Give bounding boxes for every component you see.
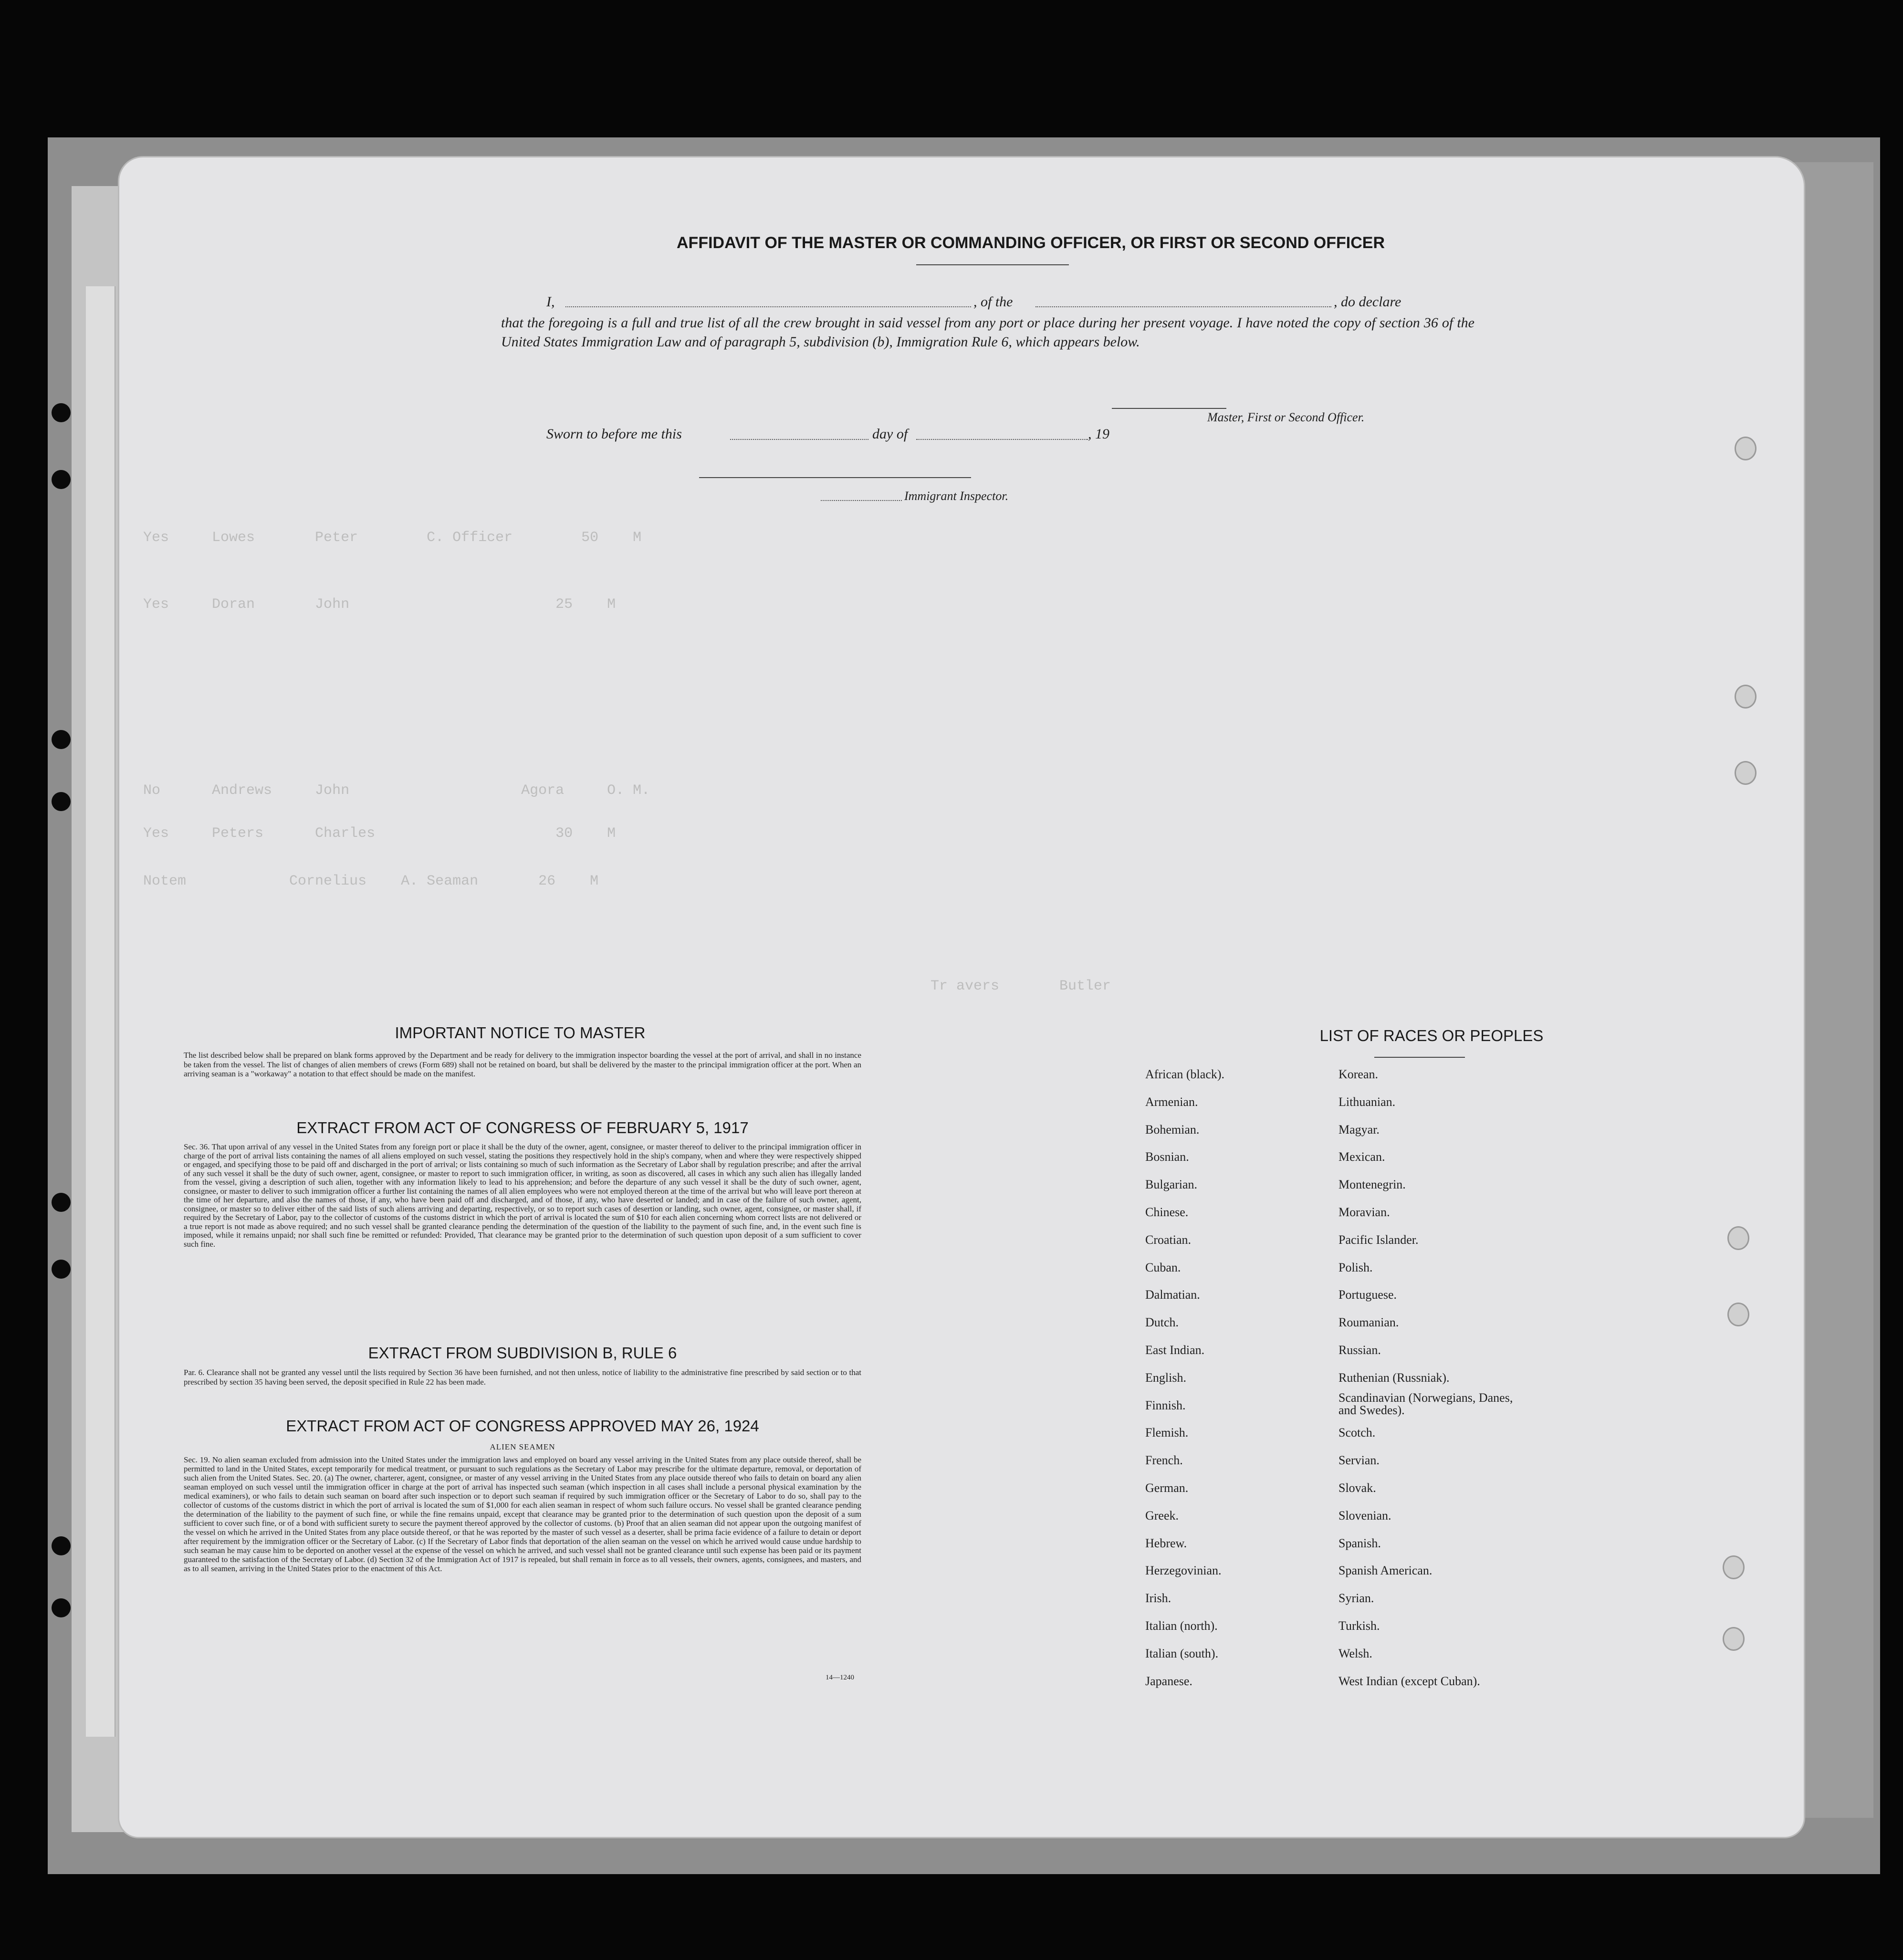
race-item: Korean. — [1338, 1067, 1379, 1081]
race-item: Italian (south). — [1145, 1646, 1219, 1660]
binder-hole — [52, 1193, 71, 1212]
race-item: Scotch. — [1338, 1426, 1376, 1440]
race-item: Spanish American. — [1338, 1564, 1432, 1578]
race-item: Spanish. — [1338, 1536, 1381, 1550]
race-item: Croatian. — [1145, 1232, 1192, 1247]
race-item: Mexican. — [1338, 1150, 1385, 1164]
day-of-label: day of — [872, 426, 908, 442]
bleed-through: Notem Cornelius A. Seaman 26 M — [143, 873, 599, 889]
binder-hole — [52, 1536, 71, 1555]
race-item: Russian. — [1338, 1343, 1381, 1357]
form-number: 14—1240 — [826, 1674, 854, 1681]
binder-hole — [52, 403, 71, 422]
race-item: Slovak. — [1338, 1481, 1376, 1495]
punch-ring — [1723, 1627, 1745, 1651]
do-declare-label: , do declare — [1334, 294, 1401, 310]
race-item: English. — [1145, 1370, 1186, 1385]
of-the-label: , of the — [973, 294, 1013, 310]
race-item: Portuguese. — [1338, 1288, 1397, 1302]
inspector-dots — [821, 500, 902, 501]
sworn-day-field[interactable] — [730, 439, 868, 440]
race-item: Bulgarian. — [1145, 1178, 1198, 1192]
notice-title: IMPORTANT NOTICE TO MASTER — [395, 1024, 646, 1042]
binding-strip — [86, 286, 115, 1737]
extract-1917-title: EXTRACT FROM ACT OF CONGRESS OF FEBRUARY 5, 1917 — [296, 1119, 749, 1136]
master-signature-line[interactable] — [1112, 408, 1226, 409]
race-item: West Indian (except Cuban). — [1338, 1674, 1480, 1688]
bleed-through: Yes Lowes Peter C. Officer 50 M — [143, 530, 642, 546]
form-sheet — [119, 157, 1804, 1837]
race-item: Italian (north). — [1145, 1619, 1218, 1633]
race-item: Welsh. — [1338, 1646, 1372, 1660]
race-item: African (black). — [1145, 1067, 1225, 1081]
race-item: Hebrew. — [1145, 1536, 1187, 1550]
notice-text: The list described below shall be prepared on blank forms approved by the Department and be ready for delivery to the immigration inspector boarding the vessel at the port of arrival, and shall in no instance be taken from the vessel. The list of changes of alien members of crews (Form 689) shall not be retained on board, but shall be delivered by the master to the principal immigration officer at the port. When an arriving seaman is a "workaway" a notation to that effect should be made on the manifest. — [184, 1051, 861, 1078]
race-item: Greek. — [1145, 1508, 1179, 1522]
rule6-title: EXTRACT FROM SUBDIVISION B, RULE 6 — [368, 1344, 677, 1362]
race-item: Irish. — [1145, 1591, 1171, 1606]
punch-ring — [1735, 437, 1757, 460]
races-title: LIST OF RACES OR PEOPLES — [1319, 1027, 1544, 1044]
race-item: Ruthenian (Russniak). — [1338, 1370, 1450, 1385]
year-label: , 19 — [1088, 426, 1109, 442]
sworn-month-field[interactable] — [916, 439, 1088, 440]
race-item: Chinese. — [1145, 1205, 1189, 1219]
punch-ring — [1735, 761, 1757, 785]
binder-hole — [52, 470, 71, 489]
extract-1924-text: Sec. 19. No alien seaman excluded from admission into the United States under the immigration laws and employed on board any vessel arriving in the United States from any place outside thereof, shall be permitted to land in the United States, except temporarily for medical treatment, or pursuant to such regulations as the Secretary of Labor may prescribe for the ultimate departure, removal, or deportation of such alien from the United States. Sec. 20. (a) The owner, charterer, agent, consignee, or master of any vessel arriving in the United States from any place outside thereof who fails to detain on board any alien seaman employed on such vessel until the immigration officer in charge at the port of arrival has inspected such seaman (which inspection in all cases shall include a personal physical examination by the medical examiners), or who fails to detain such seaman on board after such inspection or to deport such seaman if required by such immigration officer or the Secretary of Labor to do so, shall pay to the collector of customs of the customs district in which the port of arrival is located the sum of $1,000 for each alien seaman in respect of whom such failure occurs. No vessel shall be granted clearance pending the determination of the liability to the payment of such fine, or while the fine remains unpaid, except that clearance may be granted prior to the determination of such question upon the deposit of a sum sufficient to cover such fine, or of a bond with sufficient surety to secure the payment thereof approved by the collector of customs. (b) Proof that an alien seaman did not appear upon the outgoing manifest of the vessel on which he arrived in the United States from any place outside thereof, or that he was reported by the master of such vessel as a deserter, shall be prima facie evidence of a failure to detain or deport after requirement by the immigration officer or the Secretary of Labor. (c) If the Secretary of Labor finds that deportation of the alien seaman on the vessel on which he arrived would cause undue hardship to such seaman he may cause him to be deported on another vessel at the expense of the vessel on which he arrived, and such vessel shall not be granted clearance until such expense has been paid or its payment guaranteed to the satisfaction of the Secretary of Labor. (d) Section 32 of the Immigration Act of 1917 is repealed, but shall remain in force as to all vessels, their owners, agents, consignees, and masters, and as to all seamen, arriving in the United States prior to the enactment of this Act. — [184, 1455, 861, 1573]
race-item: Cuban. — [1145, 1260, 1181, 1274]
race-item: Magyar. — [1338, 1122, 1380, 1136]
binder-hole — [52, 792, 71, 811]
bleed-through: Tr avers Butler — [931, 978, 1111, 994]
races-title-rule — [1374, 1057, 1465, 1058]
race-item: Herzegovinian. — [1145, 1564, 1222, 1578]
extract-1924-title: EXTRACT FROM ACT OF CONGRESS APPROVED MAY 26, 1924 — [286, 1417, 759, 1435]
race-item: Dalmatian. — [1145, 1288, 1200, 1302]
punch-ring — [1727, 1303, 1749, 1326]
inspector-signature-line[interactable] — [699, 477, 971, 478]
rule6-text: Par. 6. Clearance shall not be granted any vessel until the lists required by Section 36 have been furnished, and not then unless, notice of liability to the administrative fine prescribed by said section or to that prescribed by section 35 having been served, the deposit specified in Rule 22 has been made. — [184, 1368, 861, 1387]
inspector-caption: Immigrant Inspector. — [904, 489, 1009, 503]
punch-ring — [1723, 1555, 1745, 1579]
race-item: Finnish. — [1145, 1398, 1186, 1412]
race-item: German. — [1145, 1481, 1189, 1495]
master-signature-caption: Master, First or Second Officer. — [1207, 410, 1365, 424]
punch-ring — [1727, 1226, 1749, 1250]
race-item: Syrian. — [1338, 1591, 1374, 1606]
extract-1924-subtitle: ALIEN SEAMEN — [490, 1442, 555, 1451]
race-item: Roumanian. — [1338, 1315, 1399, 1330]
race-item: Polish. — [1338, 1260, 1373, 1274]
race-item: Bosnian. — [1145, 1150, 1189, 1164]
vessel-field[interactable] — [1035, 306, 1331, 307]
race-item: Japanese. — [1145, 1674, 1192, 1688]
race-item: Bohemian. — [1145, 1122, 1200, 1136]
race-item: Flemish. — [1145, 1426, 1189, 1440]
race-item: Pacific Islander. — [1338, 1232, 1419, 1247]
title-rule — [916, 264, 1069, 265]
race-item: Armenian. — [1145, 1095, 1198, 1109]
race-item: Dutch. — [1145, 1315, 1179, 1330]
race-item: Slovenian. — [1338, 1508, 1391, 1522]
affidavit-title: AFFIDAVIT OF THE MASTER OR COMMANDING OFFICER, OR FIRST OR SECOND OFFICER — [677, 234, 1385, 252]
affidavit-body: that the foregoing is a full and true list of all the crew brought in said vessel from any port or place during her present voyage. I have noted the copy of section 36 of the United States Immigration Law and of paragraph 5, subdivision (b), Immigration Rule 6, which appears below. — [501, 315, 1474, 350]
race-item: French. — [1145, 1453, 1183, 1468]
i-label: I, — [546, 294, 555, 310]
bleed-through: Yes Peters Charles 30 M — [143, 825, 616, 842]
bleed-through: Yes Doran John 25 M — [143, 596, 616, 613]
sworn-label: Sworn to before me this — [546, 426, 682, 442]
name-field[interactable] — [565, 306, 971, 307]
race-item: East Indian. — [1145, 1343, 1205, 1357]
binder-hole — [52, 1260, 71, 1279]
binder-hole — [52, 1598, 71, 1617]
race-item: Scandinavian (Norwegians, Danes, and Swedes). — [1338, 1390, 1513, 1417]
race-item: Montenegrin. — [1338, 1178, 1406, 1192]
race-item: Servian. — [1338, 1453, 1380, 1468]
extract-1917-text: Sec. 36. That upon arrival of any vessel in the United States from any foreign port or place it shall be the duty of the owner, agent, consignee, or master thereof to deliver to the principal immigration officer in charge of the port of arrival lists containing the names of all aliens employed on such vessel, stating the positions they respectively hold in the ship's company, when and where they were respectively shipped or engaged, and specifying those to be paid off and discharged in the port of arrival; or lists containing so much of such information as the Secretary of Labor shall by regulation prescribe; and after the arrival of any such vessel it shall be the duty of such owner, agent, consignee, or master to report to such immigration officer, in writing, as soon as discovered, all cases in which any such alien has illegally landed from the vessel, giving a description of such alien, together with any information likely to lead to his apprehension; and before the departure of any such vessel it shall be the duty of such owner, agent, consignee, or master to deliver to such immigration officer a further list containing the names of all alien employees who were not employed thereon at the time of the arrival but who will leave port thereon at the time of her departure, and also the names of those, if any, who have been paid off and discharged, and of those, if any, who have deserted or landed; and in case of the failure of such owner, agent, consignee, or master so to deliver either of the said lists of such aliens arriving and departing, respectively, or so to report such cases of desertion or landing, such owner, agent, consignee, or master shall, if required by the Secretary of Labor, pay to the collector of customs of the customs district in which the port of arrival is located the sum of $10 for each alien concerning whom correct lists are not delivered or a true report is not made as above required; and no such vessel shall be granted clearance pending the determination of the question of the liability to the payment of such fine, and, in the event such fine is imposed, while it remains unpaid; nor shall such fine be remitted or refunded: Provided, That clearance may be granted prior to the determination of such question upon deposit of a sum sufficient to cover such fine. — [184, 1142, 861, 1249]
race-item: Turkish. — [1338, 1619, 1380, 1633]
punch-ring — [1735, 685, 1757, 709]
race-item: Moravian. — [1338, 1205, 1390, 1219]
bleed-through: No Andrews John Agora O. M. — [143, 782, 650, 799]
race-item: Lithuanian. — [1338, 1095, 1396, 1109]
binder-hole — [52, 730, 71, 749]
